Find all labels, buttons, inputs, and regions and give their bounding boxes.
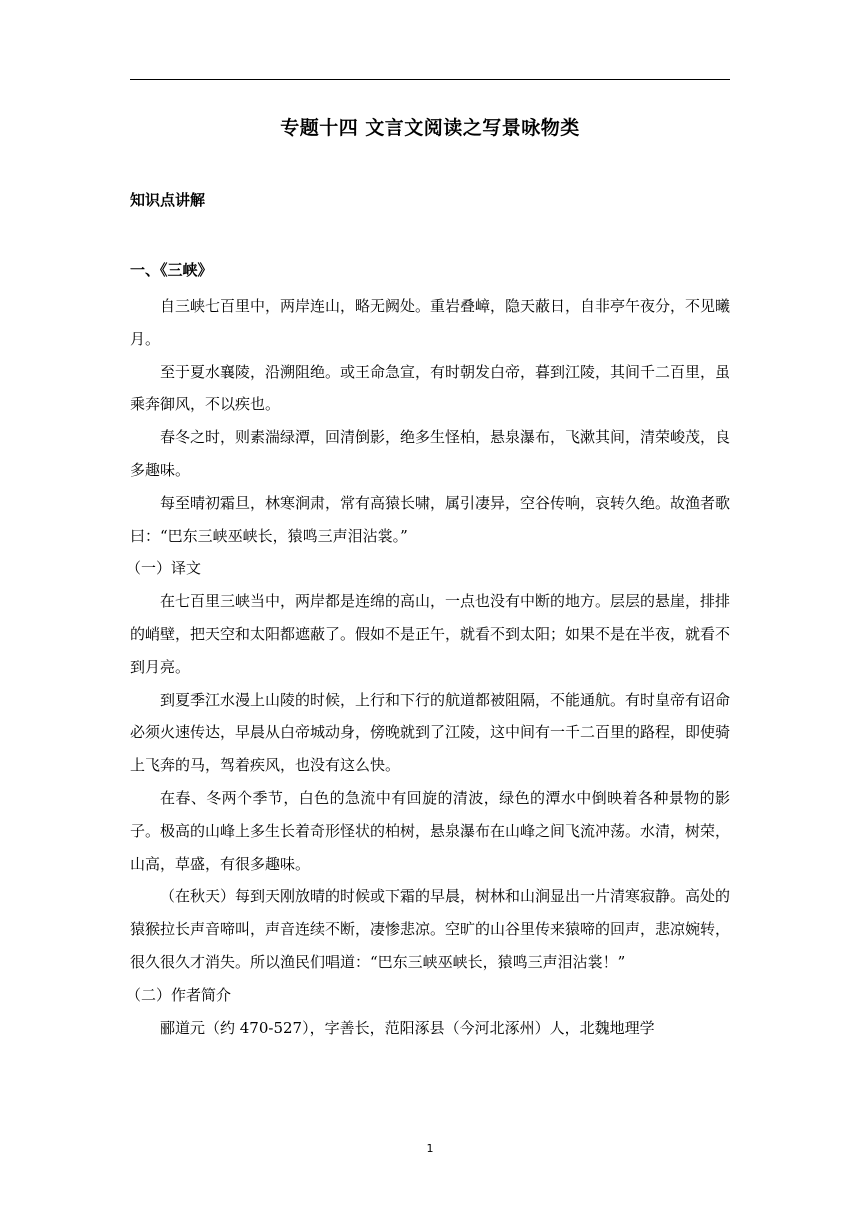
translation-paragraph: 到夏季江水漫上山陵的时候，上行和下行的航道都被阻隔，不能通航。有时皇帝有诏命必须火速传达，早晨从白帝城动身，傍晚就到了江陵，这中间有一千二百里的路程，即使骑上飞奔的马，驾着疾风，也没有这么快。 <box>130 690 731 775</box>
translation-paragraph: 在七百里三峡当中，两岸都是连绵的高山，一点也没有中断的地方。层层的悬崖，排排的峭壁，把天空和太阳都遮蔽了。假如不是正午，就看不到太阳；如果不是在半夜，就看不到月亮。 <box>130 592 731 676</box>
section-heading-knowledge: 知识点讲解 <box>130 191 206 209</box>
page-title: 专题十四 文言文阅读之写景咏物类 <box>280 117 580 139</box>
original-paragraph: 至于夏水襄陵，沿溯阻绝。或王命急宣，有时朝发白帝，暮到江陵，其间千二百里，虽乘奔御风，不以疾也。 <box>130 362 731 414</box>
original-paragraph: 春冬之时，则素湍绿潭，回清倒影，绝多生怪柏，悬泉瀑布，飞漱其间，清荣峻茂，良多趣味。 <box>130 428 731 479</box>
translation-heading: （一）译文 <box>126 559 202 578</box>
original-paragraph: 自三峡七百里中，两岸连山，略无阙处。重岩叠嶂，隐天蔽日，自非亭午夜分，不见曦月。 <box>130 297 731 348</box>
translation-paragraph: （在秋天）每到天刚放晴的时候或下霜的早晨，树林和山涧显出一片清寒寂静。高处的猿猴拉长声音啼叫，声音连续不断，凄惨悲凉。空旷的山谷里传来猿啼的回声，悲凉婉转，很久很久才消失。所以渔民们唱道：“巴东三峡巫峡长，猿鸣三声泪沾裳！” <box>130 887 731 971</box>
original-paragraph: 每至晴初霜旦，林寒涧肃，常有高猿长啸，属引凄异，空谷传响，哀转久绝。故渔者歌曰：“巴东三峡巫峡长，猿鸣三声泪沾裳。” <box>130 493 731 545</box>
page-number: 1 <box>426 1142 434 1155</box>
header-rule <box>130 79 730 80</box>
author-heading: （二）作者简介 <box>126 985 232 1004</box>
document-body <box>126 290 731 1044</box>
translation-paragraph: 在春、冬两个季节，白色的急流中有回旋的清波，绿色的潭水中倒映着各种景物的影子。极高的山峰上多生长着奇形怪状的柏树，悬泉瀑布在山峰之间飞流冲荡。水清，树荣，山高，草盛，有很多趣味。 <box>130 788 731 873</box>
author-paragraph: 郦道元（约 470-527），字善长，范阳涿县（今河北涿州）人，北魏地理学 <box>160 1018 655 1037</box>
section-heading-sanxia: 一、《三峡》 <box>130 261 213 279</box>
